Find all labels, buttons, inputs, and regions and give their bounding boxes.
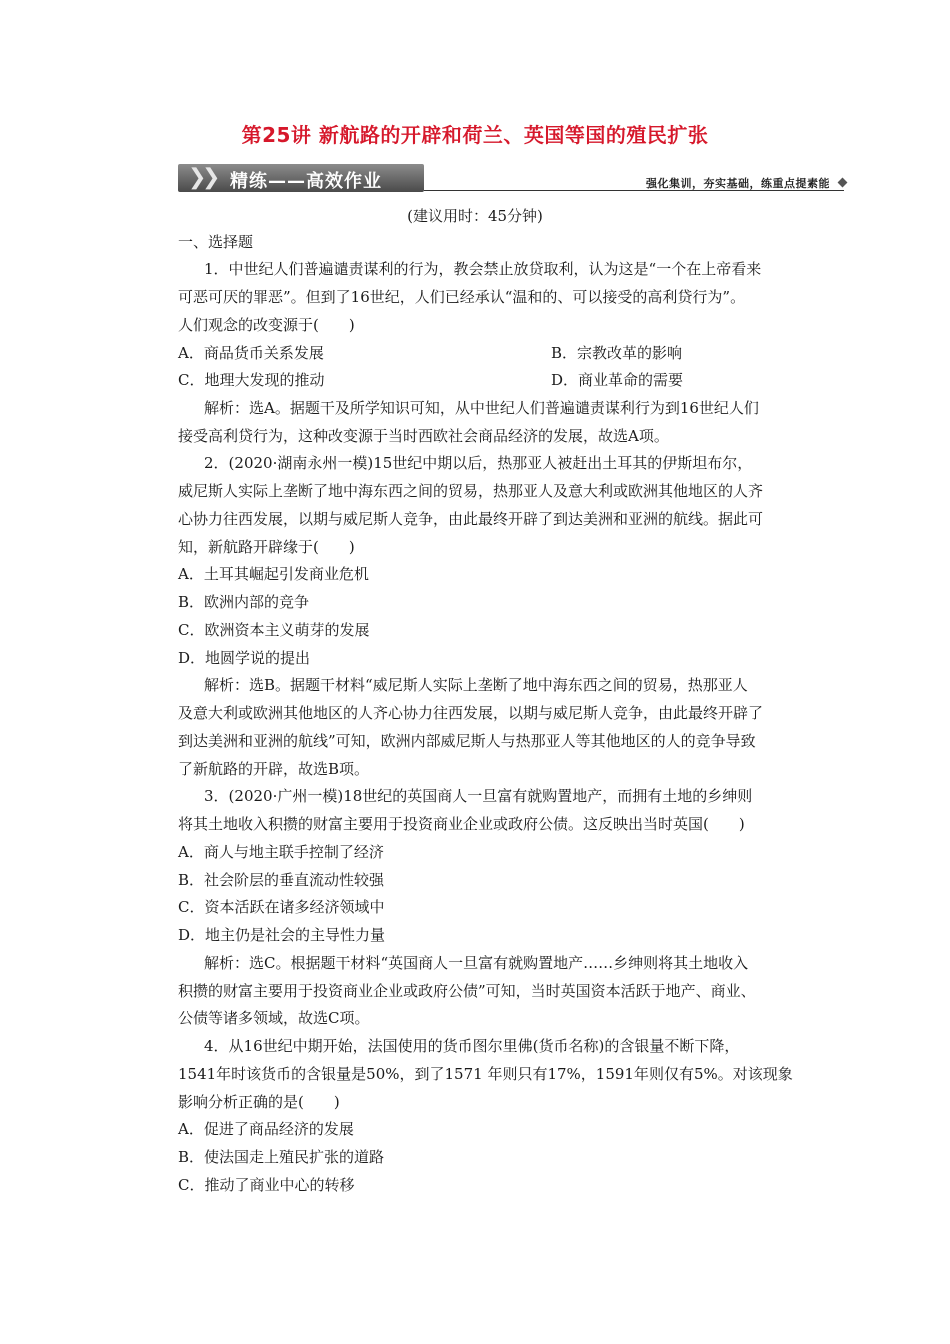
chevron-right-icon: ❯ bbox=[188, 165, 207, 190]
option-c: C．地理大发现的推动 bbox=[178, 371, 325, 389]
option-c: C．推动了商业中心的转移 bbox=[178, 1176, 355, 1194]
page-title: 第25讲 新航路的开辟和荷兰、英国等国的殖民扩张 bbox=[241, 123, 709, 147]
question-2-stem: 心协力往西发展，以期与威尼斯人竞争，由此最终开辟了到达美洲和亚洲的航线。据此可 bbox=[178, 510, 764, 528]
suggested-time: (建议用时：45分钟) bbox=[407, 207, 543, 225]
option-b: B．使法国走上殖民扩张的道路 bbox=[178, 1148, 385, 1166]
option-a: A．促进了商品经济的发展 bbox=[178, 1120, 354, 1138]
question-3-analysis: 解析：选C。根据题干材料“英国商人一旦富有就购置地产……乡绅则将其土地收入 bbox=[204, 954, 749, 972]
question-3-stem: 将其土地收入积攒的财富主要用于投资商业企业或政府公债。这反映出当时英国( ) bbox=[178, 815, 745, 833]
option-a: A．土耳其崛起引发商业危机 bbox=[178, 565, 369, 583]
diamond-icon bbox=[838, 178, 848, 188]
section-heading: 一、选择题 bbox=[178, 233, 254, 251]
question-4-stem: 1541年时该货币的含银量是50%，到了1571 年则只有17%，1591年则仅有5%。对该现象 bbox=[178, 1065, 793, 1083]
question-2-analysis: 到达美洲和亚洲的航线”可知，欧洲内部威尼斯人与热那亚人等其他地区的人的竞争导致 bbox=[178, 732, 756, 750]
option-d: D．地主仍是社会的主导性力量 bbox=[178, 926, 386, 944]
option-b: B．社会阶层的垂直流动性较强 bbox=[178, 871, 385, 889]
question-1-analysis: 接受高利贷行为，这种改变源于当时西欧社会商品经济的发展，故选A项。 bbox=[178, 427, 669, 445]
question-4-stem: 4．从16世纪中期开始，法国使用的货币图尔里佛(货币名称)的含银量不断下降， bbox=[204, 1037, 740, 1055]
option-d: D．商业革命的需要 bbox=[551, 371, 684, 389]
banner-slogan: 强化集训，夯实基础，练重点提素能 bbox=[646, 177, 830, 190]
question-1-analysis: 解析：选A。据题干及所学知识可知，从中世纪人们普遍谴责谋利行为到16世纪人们 bbox=[204, 399, 759, 417]
question-3-stem: 3．(2020·广州一模)18世纪的英国商人一旦富有就购置地产，而拥有土地的乡绅则 bbox=[204, 787, 753, 805]
question-3-analysis: 积攒的财富主要用于投资商业企业或政府公债”可知，当时英国资本活跃于地产、商业、 bbox=[178, 982, 756, 1000]
chevron-right-icon: ❯ bbox=[202, 165, 221, 190]
option-a: A．商品货币关系发展 bbox=[178, 344, 324, 362]
question-3-analysis: 公债等诸多领域，故选C项。 bbox=[178, 1009, 370, 1027]
banner-box bbox=[178, 164, 424, 192]
option-d: D．地圆学说的提出 bbox=[178, 649, 311, 667]
question-2-stem: 威尼斯人实际上垄断了地中海东西之间的贸易，热那亚人及意大利或欧洲其他地区的人齐 bbox=[178, 482, 764, 500]
question-4-stem: 影响分析正确的是( ) bbox=[178, 1093, 340, 1111]
option-b: B．欧洲内部的竞争 bbox=[178, 593, 310, 611]
question-1-stem: 人们观念的改变源于( ) bbox=[178, 316, 355, 334]
banner-label: 精练——高效作业 bbox=[230, 171, 382, 192]
question-1-stem: 1．中世纪人们普遍谴责谋利的行为，教会禁止放贷取利，认为这是“一个在上帝看来 bbox=[204, 260, 762, 278]
question-2-stem: 2．(2020·湖南永州一模)15世纪中期以后，热那亚人被赶出土耳其的伊斯坦布尔， bbox=[204, 454, 753, 472]
question-1-stem: 可恶可厌的罪恶”。但到了16世纪，人们已经承认“温和的、可以接受的高利贷行为”。 bbox=[178, 288, 746, 306]
question-2-analysis: 及意大利或欧洲其他地区的人齐心协力往西发展，以期与威尼斯人竞争，由此最终开辟了 bbox=[178, 704, 764, 722]
section-banner bbox=[178, 164, 846, 194]
option-b: B．宗教改革的影响 bbox=[551, 344, 683, 362]
question-2-analysis: 解析：选B。据题干材料“威尼斯人实际上垄断了地中海东西之间的贸易，热那亚人 bbox=[204, 676, 748, 694]
option-a: A．商人与地主联手控制了经济 bbox=[178, 843, 384, 861]
option-c: C．资本活跃在诸多经济领域中 bbox=[178, 898, 385, 916]
question-2-analysis: 了新航路的开辟，故选B项。 bbox=[178, 760, 370, 778]
question-2-stem: 知，新航路开辟缘于( ) bbox=[178, 538, 355, 556]
option-c: C．欧洲资本主义萌芽的发展 bbox=[178, 621, 370, 639]
